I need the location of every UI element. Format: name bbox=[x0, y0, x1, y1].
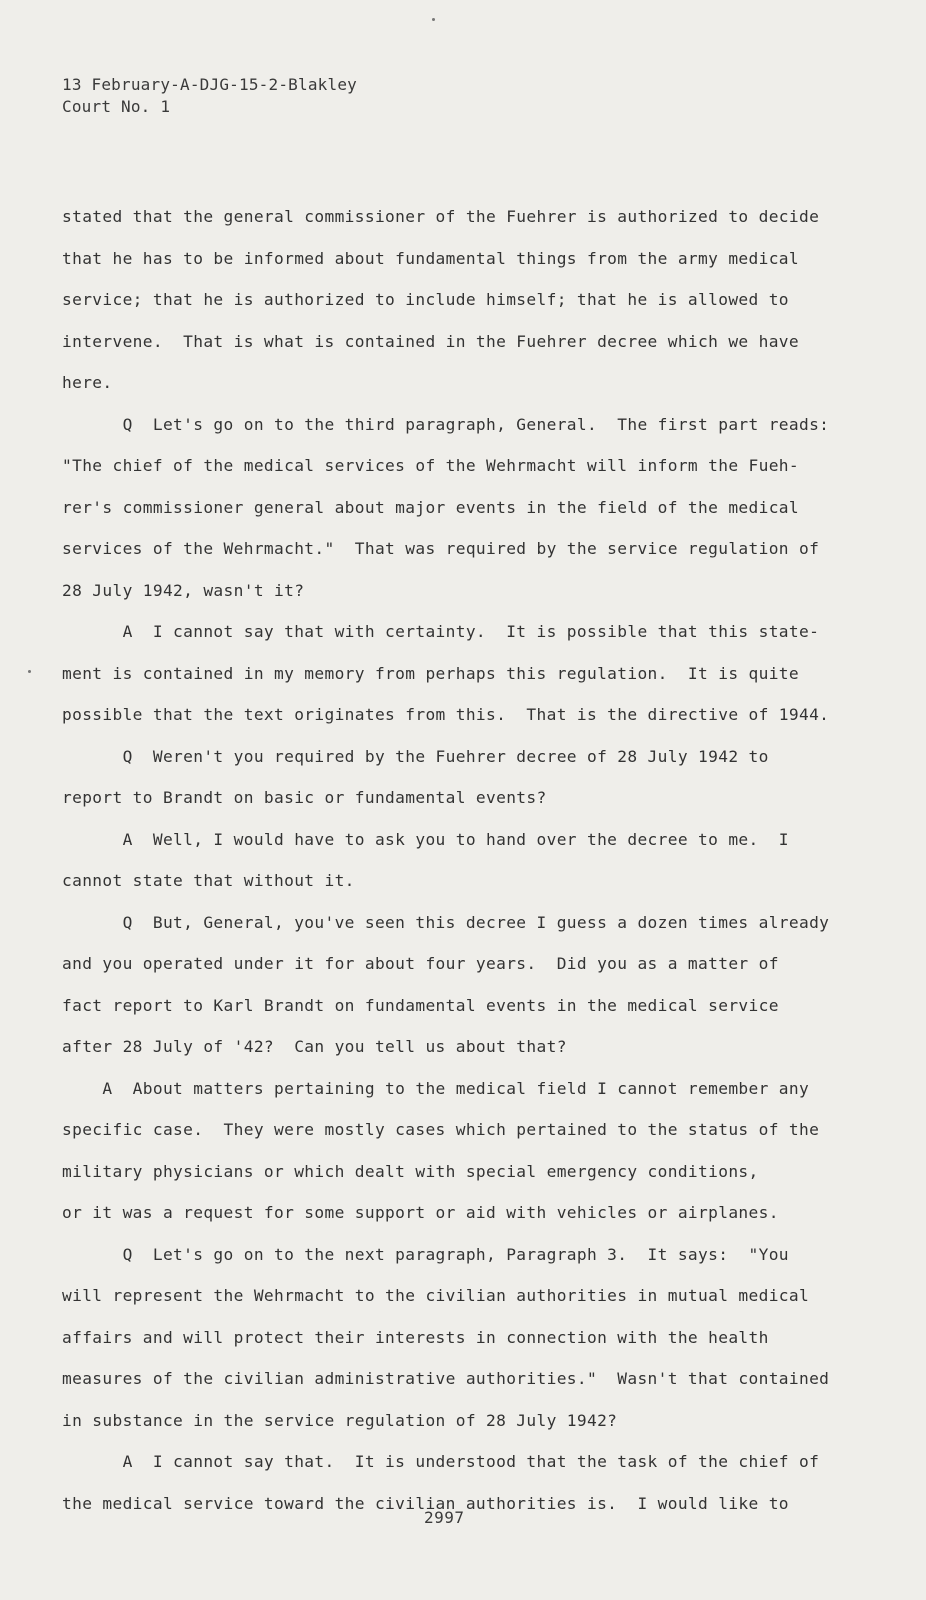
text-line: 28 July 1942, wasn't it? bbox=[62, 580, 305, 600]
text-line: services of the Wehrmacht." That was required by the service regulation of bbox=[62, 539, 820, 558]
text-line: service; that he is authorized to include himself; that he is allowed to bbox=[62, 290, 789, 309]
text-line: will represent the Wehrmacht to the civilian authorities in mutual medical bbox=[62, 1286, 810, 1305]
text-line: "The chief of the medical services of the Wehrmacht will inform the Fueh- bbox=[62, 456, 799, 475]
ink-speck bbox=[432, 18, 435, 21]
header-line-2: Court No. 1 bbox=[62, 97, 171, 116]
text-line: fact report to Karl Brandt on fundamental events in the medical service bbox=[62, 995, 779, 1015]
text-line: and you operated under it for about four years. Did you as a matter of bbox=[62, 954, 779, 973]
text-line: specific case. They were mostly cases which pertained to the status of the bbox=[62, 1120, 820, 1139]
text-line: Q But, General, you've seen this decree I guess a dozen times already bbox=[62, 912, 830, 932]
text-line: the medical service toward the civilian authorities is. I would like to bbox=[62, 1493, 789, 1513]
text-line: Q Let's go on to the next paragraph, Paragraph 3. It says: "You bbox=[62, 1244, 789, 1264]
text-line: cannot state that without it. bbox=[62, 871, 355, 890]
text-line: stated that the general commissioner of the Fuehrer is authorized to decide bbox=[62, 207, 820, 226]
text-line: or it was a request for some support or aid with vehicles or airplanes. bbox=[62, 1203, 779, 1222]
text-line: A I cannot say that with certainty. It is possible that this state- bbox=[62, 622, 820, 641]
text-line: intervene. That is what is contained in the Fuehrer decree which we have bbox=[62, 331, 799, 351]
text-line: ment is contained in my memory from perhaps this regulation. It is quite bbox=[62, 663, 799, 683]
text-line: A About matters pertaining to the medical field I cannot remember any bbox=[62, 1078, 810, 1098]
header-line-1: 13 February-A-DJG-15-2-Blakley bbox=[62, 75, 357, 94]
text-line: measures of the civilian administrative authorities." Wasn't that contained bbox=[62, 1369, 830, 1388]
page-header bbox=[62, 74, 357, 118]
text-line: in substance in the service regulation of 28 July 1942? bbox=[62, 1410, 618, 1430]
text-line: A Well, I would have to ask you to hand over the decree to me. I bbox=[62, 829, 789, 849]
text-line: here. bbox=[62, 373, 113, 392]
text-line: Q Weren't you required by the Fuehrer decree of 28 July 1942 to bbox=[62, 746, 769, 766]
text-line: military physicians or which dealt with special emergency conditions, bbox=[62, 1161, 759, 1181]
text-line: affairs and will protect their interests in connection with the health bbox=[62, 1327, 769, 1347]
text-line: A I cannot say that. It is understood that the task of the chief of bbox=[62, 1452, 820, 1471]
page-number: 2997 bbox=[424, 1508, 465, 1527]
text-line: after 28 July of '42? Can you tell us about that? bbox=[62, 1037, 567, 1056]
text-line: that he has to be informed about fundamental things from the army medical bbox=[62, 248, 799, 268]
text-line: report to Brandt on basic or fundamental events? bbox=[62, 788, 547, 807]
text-line: possible that the text originates from this. That is the directive of 1944. bbox=[62, 705, 830, 724]
transcript-body bbox=[62, 196, 852, 1524]
text-line: Q Let's go on to the third paragraph, General. The first part reads: bbox=[62, 414, 830, 434]
ink-speck bbox=[28, 670, 31, 673]
text-line: rer's commissioner general about major events in the field of the medical bbox=[62, 497, 799, 517]
